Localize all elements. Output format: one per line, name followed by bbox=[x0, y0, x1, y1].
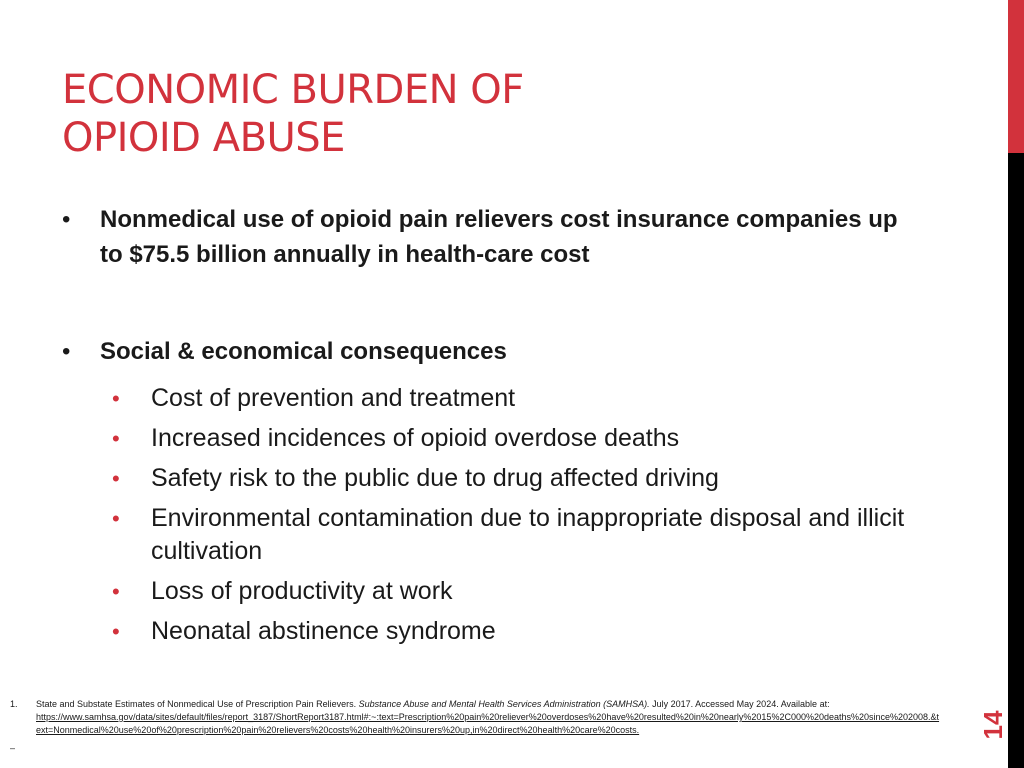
sub-bullet-icon: • bbox=[112, 506, 120, 531]
sub-bullet-icon: • bbox=[112, 426, 120, 451]
bullet-icon: • bbox=[62, 206, 71, 233]
bullet-social-economical bbox=[62, 334, 922, 369]
sub-bullet-text: Safety risk to the public due to drug affected driving bbox=[151, 464, 719, 492]
bullet-text: Nonmedical use of opioid pain relievers cost insurance companies up to $75.5 billion annually in health-care cost bbox=[100, 206, 898, 268]
sub-bullet-icon: • bbox=[112, 579, 120, 604]
footnote-trailing-mark: – bbox=[10, 743, 16, 753]
page-number: 14 bbox=[978, 710, 1008, 740]
sub-bullet-icon: • bbox=[112, 466, 120, 491]
sub-bullet bbox=[112, 462, 912, 495]
bullet-icon: • bbox=[62, 338, 71, 365]
sub-bullet-text: Cost of prevention and treatment bbox=[151, 384, 516, 412]
footnote-text: State and Substate Estimates of Nonmedical Use of Prescription Pain Relievers. bbox=[36, 699, 359, 709]
title-line-1: ECONOMIC BURDEN OF bbox=[62, 67, 524, 113]
sub-bullet bbox=[112, 502, 912, 568]
footnote-link[interactable]: https://www.samhsa.gov/data/sites/default/files/report_3187/ShortReport3187.html#:~:text=Prescription%20pain%20reliever%20overdoses%20have%20resulted%20in%20nearly%2015%2C000%20deaths%20since%202008.&text=Nonmedical%20use%20of%20prescription%20pain%20relievers%20costs%20health%20insurers%20up,in%20direct%20health%20care%20costs. bbox=[36, 712, 940, 735]
bullet-insurance-cost bbox=[62, 202, 922, 272]
footnote-date: July 2017. Accessed May 2024. Available at: bbox=[649, 699, 830, 709]
footnote-body bbox=[36, 698, 940, 737]
title-line-2: OPIOID ABUSE bbox=[62, 115, 345, 161]
sub-bullet-text: Environmental contamination due to inappropriate disposal and illicit cultivation bbox=[151, 504, 905, 565]
footnote bbox=[10, 698, 940, 753]
footnote-source: Substance Abuse and Mental Health Services Administration (SAMHSA). bbox=[358, 699, 650, 709]
sub-bullet bbox=[112, 382, 912, 415]
sub-bullet bbox=[112, 615, 912, 648]
slide-title bbox=[62, 66, 762, 162]
bullet-text: Social & economical consequences bbox=[100, 338, 507, 365]
footnote-number: 1. bbox=[10, 699, 18, 709]
edge-accent-bar bbox=[1008, 0, 1024, 153]
sub-bullet-icon: • bbox=[112, 386, 120, 411]
sub-bullet bbox=[112, 422, 912, 455]
sub-bullet-list bbox=[112, 382, 912, 655]
sub-bullet-text: Increased incidences of opioid overdose deaths bbox=[151, 424, 680, 452]
sub-bullet-text: Neonatal abstinence syndrome bbox=[151, 617, 496, 645]
edge-dark-bar bbox=[1008, 153, 1024, 768]
sub-bullet bbox=[112, 575, 912, 608]
sub-bullet-icon: • bbox=[112, 619, 120, 644]
sub-bullet-text: Loss of productivity at work bbox=[151, 577, 453, 605]
